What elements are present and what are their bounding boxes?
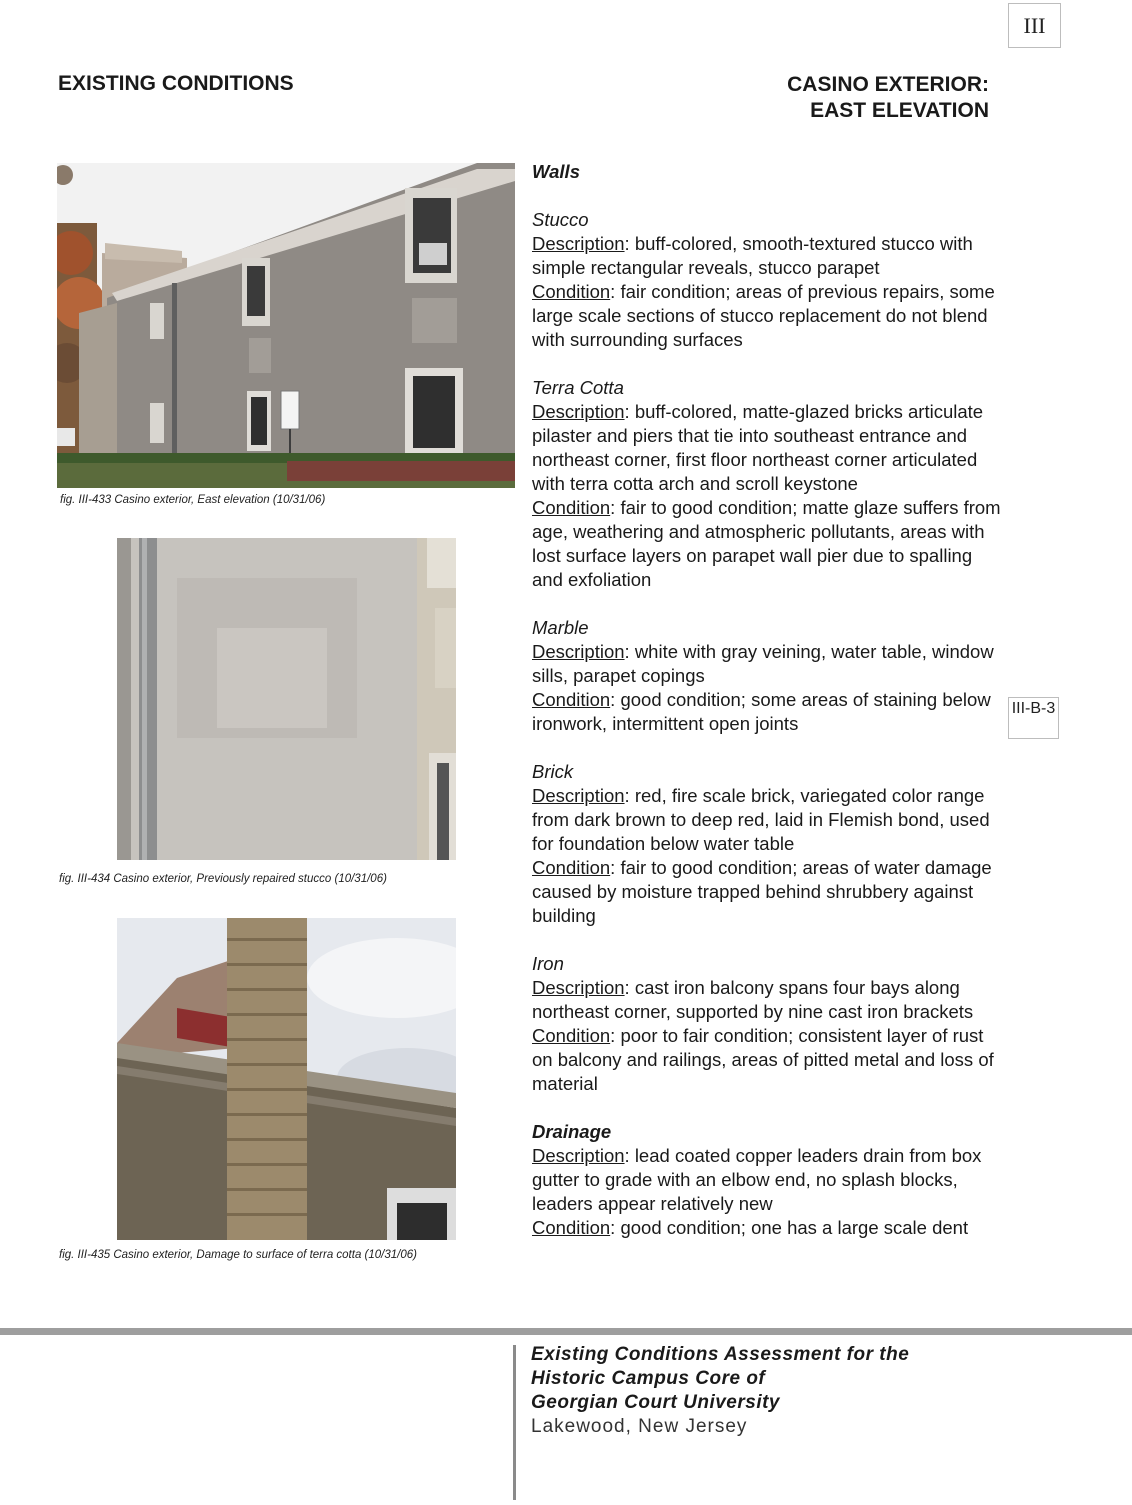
figure-caption-2: fig. III-434 Casino exterior, Previously repaired stucco (10/31/06): [59, 873, 387, 885]
marble-description: [532, 640, 1002, 688]
description-text: : red, fire scale brick, variegated color range from dark brown to deep red, laid in Flemish bond, used for foundation below water table: [532, 785, 990, 854]
footer-location: Lakewood, New Jersey: [531, 1416, 748, 1437]
description-label: Description: [532, 1145, 625, 1166]
condition-text: : fair to good condition; matte glaze suffers from age, weathering and atmospheric pollutants, areas with lost surface layers on parapet wall pier due to spalling and exfoliation: [532, 497, 1001, 590]
footer-line-3: Georgian Court University: [531, 1392, 780, 1413]
description-text: : buff-colored, smooth-textured stucco with simple rectangular reveals, stucco parapet: [532, 233, 973, 278]
brick-block: [532, 760, 1002, 928]
iron-description: [532, 976, 1002, 1024]
terra-cotta-title: Terra Cotta: [532, 377, 624, 398]
photo-terra-cotta-damage: [117, 918, 456, 1240]
description-label: Description: [532, 977, 625, 998]
conditions-text: [532, 160, 1002, 1240]
iron-condition: [532, 1024, 1002, 1096]
photo-east-elevation: [57, 163, 515, 488]
footer-divider: [513, 1345, 516, 1500]
stucco-description: [532, 232, 1002, 280]
description-text: : buff-colored, matte-glazed bricks articulate pilaster and piers that tie into southeast entrance and northeast corner, first floor northeast corner articulated with terra cotta arch and scroll keystone: [532, 401, 984, 494]
condition-label: Condition: [532, 1217, 611, 1238]
terra-cotta-condition: [532, 496, 1002, 592]
description-text: : lead coated copper leaders drain from box gutter to grade with an elbow end, no splash blocks, leaders appear relatively new: [532, 1145, 982, 1214]
condition-text: : good condition; some areas of staining below ironwork, intermittent open joints: [532, 689, 991, 734]
condition-label: Condition: [532, 1025, 611, 1046]
stucco-condition: [532, 280, 1002, 352]
footer-rule: [0, 1328, 1132, 1335]
condition-label: Condition: [532, 281, 611, 302]
footer-line-2: Historic Campus Core of: [531, 1368, 766, 1389]
condition-text: : fair condition; areas of previous repairs, some large scale sections of stucco replacement do not blend with surrounding surfaces: [532, 281, 995, 350]
condition-label: Condition: [532, 497, 611, 518]
description-text: : cast iron balcony spans four bays along northeast corner, supported by nine cast iron brackets: [532, 977, 974, 1022]
description-label: Description: [532, 233, 625, 254]
page-heading-right: [787, 72, 989, 124]
condition-text: : fair to good condition; areas of water damage caused by moisture trapped behind shrubbery against building: [532, 857, 992, 926]
marble-title: Marble: [532, 617, 589, 638]
condition-text: : good condition; one has a large scale dent: [610, 1217, 969, 1238]
description-text: : white with gray veining, water table, window sills, parapet copings: [532, 641, 994, 686]
iron-title: Iron: [532, 953, 564, 974]
drainage-condition: [532, 1216, 1002, 1240]
drainage-title: Drainage: [532, 1121, 612, 1142]
condition-label: Condition: [532, 689, 611, 710]
chapter-tab: III: [1008, 3, 1061, 48]
heading-right-line1: CASINO EXTERIOR:: [787, 73, 989, 96]
section-tab: III-B-3: [1008, 697, 1059, 739]
page-heading-left: EXISTING CONDITIONS: [58, 72, 294, 95]
heading-right-line2: EAST ELEVATION: [810, 99, 989, 122]
description-label: Description: [532, 401, 625, 422]
figure-caption-1: fig. III-433 Casino exterior, East elevation (10/31/06): [60, 494, 326, 506]
marble-condition: [532, 688, 1002, 736]
iron-block: [532, 952, 1002, 1096]
condition-label: Condition: [532, 857, 611, 878]
brick-title: Brick: [532, 761, 574, 782]
walls-heading: Walls: [532, 161, 580, 182]
brick-condition: [532, 856, 1002, 928]
stucco-block: [532, 208, 1002, 352]
figure-caption-3: fig. III-435 Casino exterior, Damage to surface of terra cotta (10/31/06): [59, 1249, 417, 1261]
drainage-description: [532, 1144, 1002, 1216]
terra-cotta-block: [532, 376, 1002, 592]
footer-publication: [531, 1343, 909, 1439]
footer-line-1: Existing Conditions Assessment for the: [531, 1344, 910, 1365]
brick-description: [532, 784, 1002, 856]
marble-block: [532, 616, 1002, 736]
terra-cotta-description: [532, 400, 1002, 496]
drainage-block: [532, 1120, 1002, 1240]
description-label: Description: [532, 641, 625, 662]
stucco-title: Stucco: [532, 209, 589, 230]
condition-text: : poor to fair condition; consistent layer of rust on balcony and railings, areas of pitted metal and loss of material: [532, 1025, 994, 1094]
description-label: Description: [532, 785, 625, 806]
photo-repaired-stucco: [117, 538, 456, 860]
